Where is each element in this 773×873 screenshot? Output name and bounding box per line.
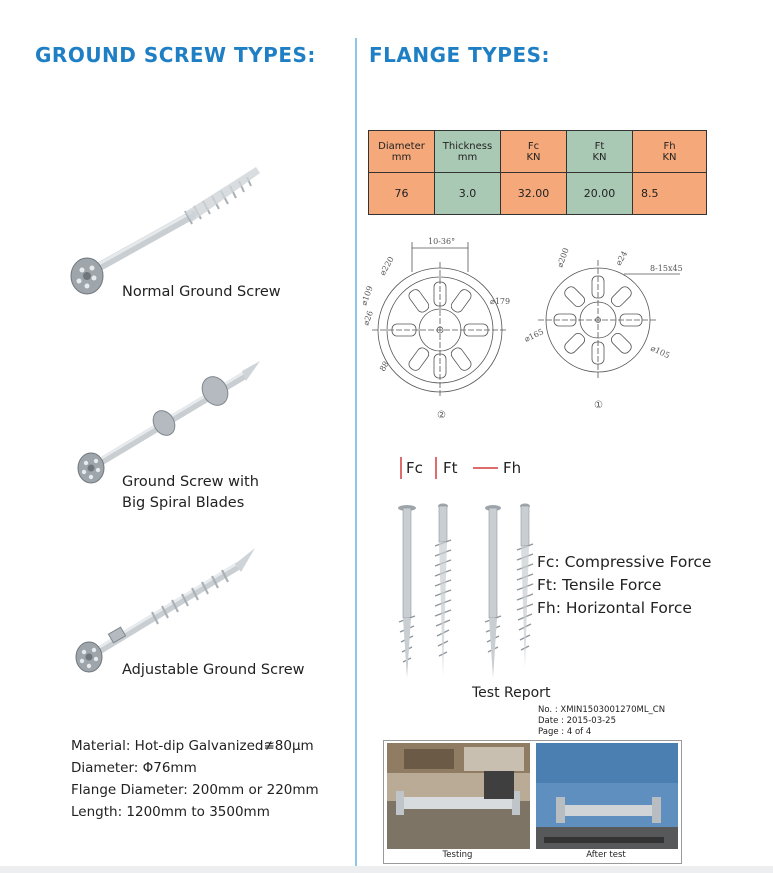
value-diameter: 76 [369,173,435,215]
d2-r220: ⌀220 [377,255,396,277]
ground-screw-types-heading: GROUND SCREW TYPES: [35,43,316,67]
flange-technical-drawings [359,232,702,427]
d1-r24: ⌀24 [613,249,630,267]
test-report-date: Date : 2015-03-25 [538,716,616,726]
screw-fh-1 [485,505,501,678]
d2-angle: 10-36° [428,237,456,246]
force-def-ft: Ft: Tensile Force [537,576,662,594]
d1-r165: ⌀165 [523,327,546,344]
screw-fh-2 [517,504,533,669]
photo-caption-testing: Testing [442,850,473,860]
force-label-ft: Ft [443,459,458,477]
spec-length: Length: 1200mm to 3500mm [71,804,270,820]
after-test-photo [536,743,678,849]
big-spiral-blade-screw-image [70,355,270,490]
force-label-fh: Fh [503,459,522,477]
test-photos [384,741,681,863]
spec-diameter: Diameter: Φ76mm [71,760,197,776]
value-fh: 8.5 [633,173,707,215]
force-def-fh: Fh: Horizontal Force [537,599,692,617]
test-photos-frame [383,740,682,864]
force-label-fc: Fc [406,459,423,477]
test-report-page: Page : 4 of 4 [538,727,592,737]
photo-caption-after-test: After test [586,850,626,860]
flange-spec-table [368,130,707,215]
spec-flange-diameter: Flange Diameter: 200mm or 220mm [71,782,319,798]
header-thickness: Thickness mm [435,131,501,173]
testing-photo [387,743,530,849]
value-fc: 32.00 [501,173,567,215]
big-spiral-blade-screw-label-2: Big Spiral Blades [122,495,245,511]
d1-holes: 8-15x45 [650,264,683,273]
d2-r179: ⌀179 [490,297,511,306]
big-spiral-blade-screw-label-1: Ground Screw with [122,474,259,490]
screw-ft [435,504,451,677]
page-bottom-bar [0,866,773,873]
screw-fc [398,505,416,678]
d1-r200: ⌀200 [555,246,571,269]
d2-number: ② [437,410,446,421]
flange-types-heading: FLANGE TYPES: [369,43,551,67]
header-fh: Fh KN [633,131,707,173]
test-report-no: No. : XMIN1503001270ML_CN [538,705,666,715]
force-def-fc: Fc: Compressive Force [537,553,712,571]
d1-r105: ⌀105 [649,343,672,361]
adjustable-ground-screw-image [70,542,270,677]
flange-drawing-1 [538,260,680,380]
d2-r26: ⌀26 [361,309,376,327]
d2-r109: ⌀109 [359,284,375,307]
header-fc: Fc KN [501,131,567,173]
vertical-ground-screws-image [395,498,545,683]
value-ft: 20.00 [567,173,633,215]
header-ft: Ft KN [567,131,633,173]
normal-ground-screw-image [60,160,270,300]
adjustable-ground-screw-label: Adjustable Ground Screw [122,662,305,678]
test-report-title: Test Report [472,685,551,701]
header-diameter: Diameter mm [369,131,435,173]
d1-number: ① [594,400,603,411]
value-thickness: 3.0 [435,173,501,215]
d2-r88: 88 [377,359,391,373]
normal-ground-screw-label: Normal Ground Screw [122,284,281,300]
column-divider [355,38,357,866]
spec-material: Material: Hot-dip Galvanized≇80μm [71,738,314,754]
flange-drawing-2-labels [359,237,510,421]
